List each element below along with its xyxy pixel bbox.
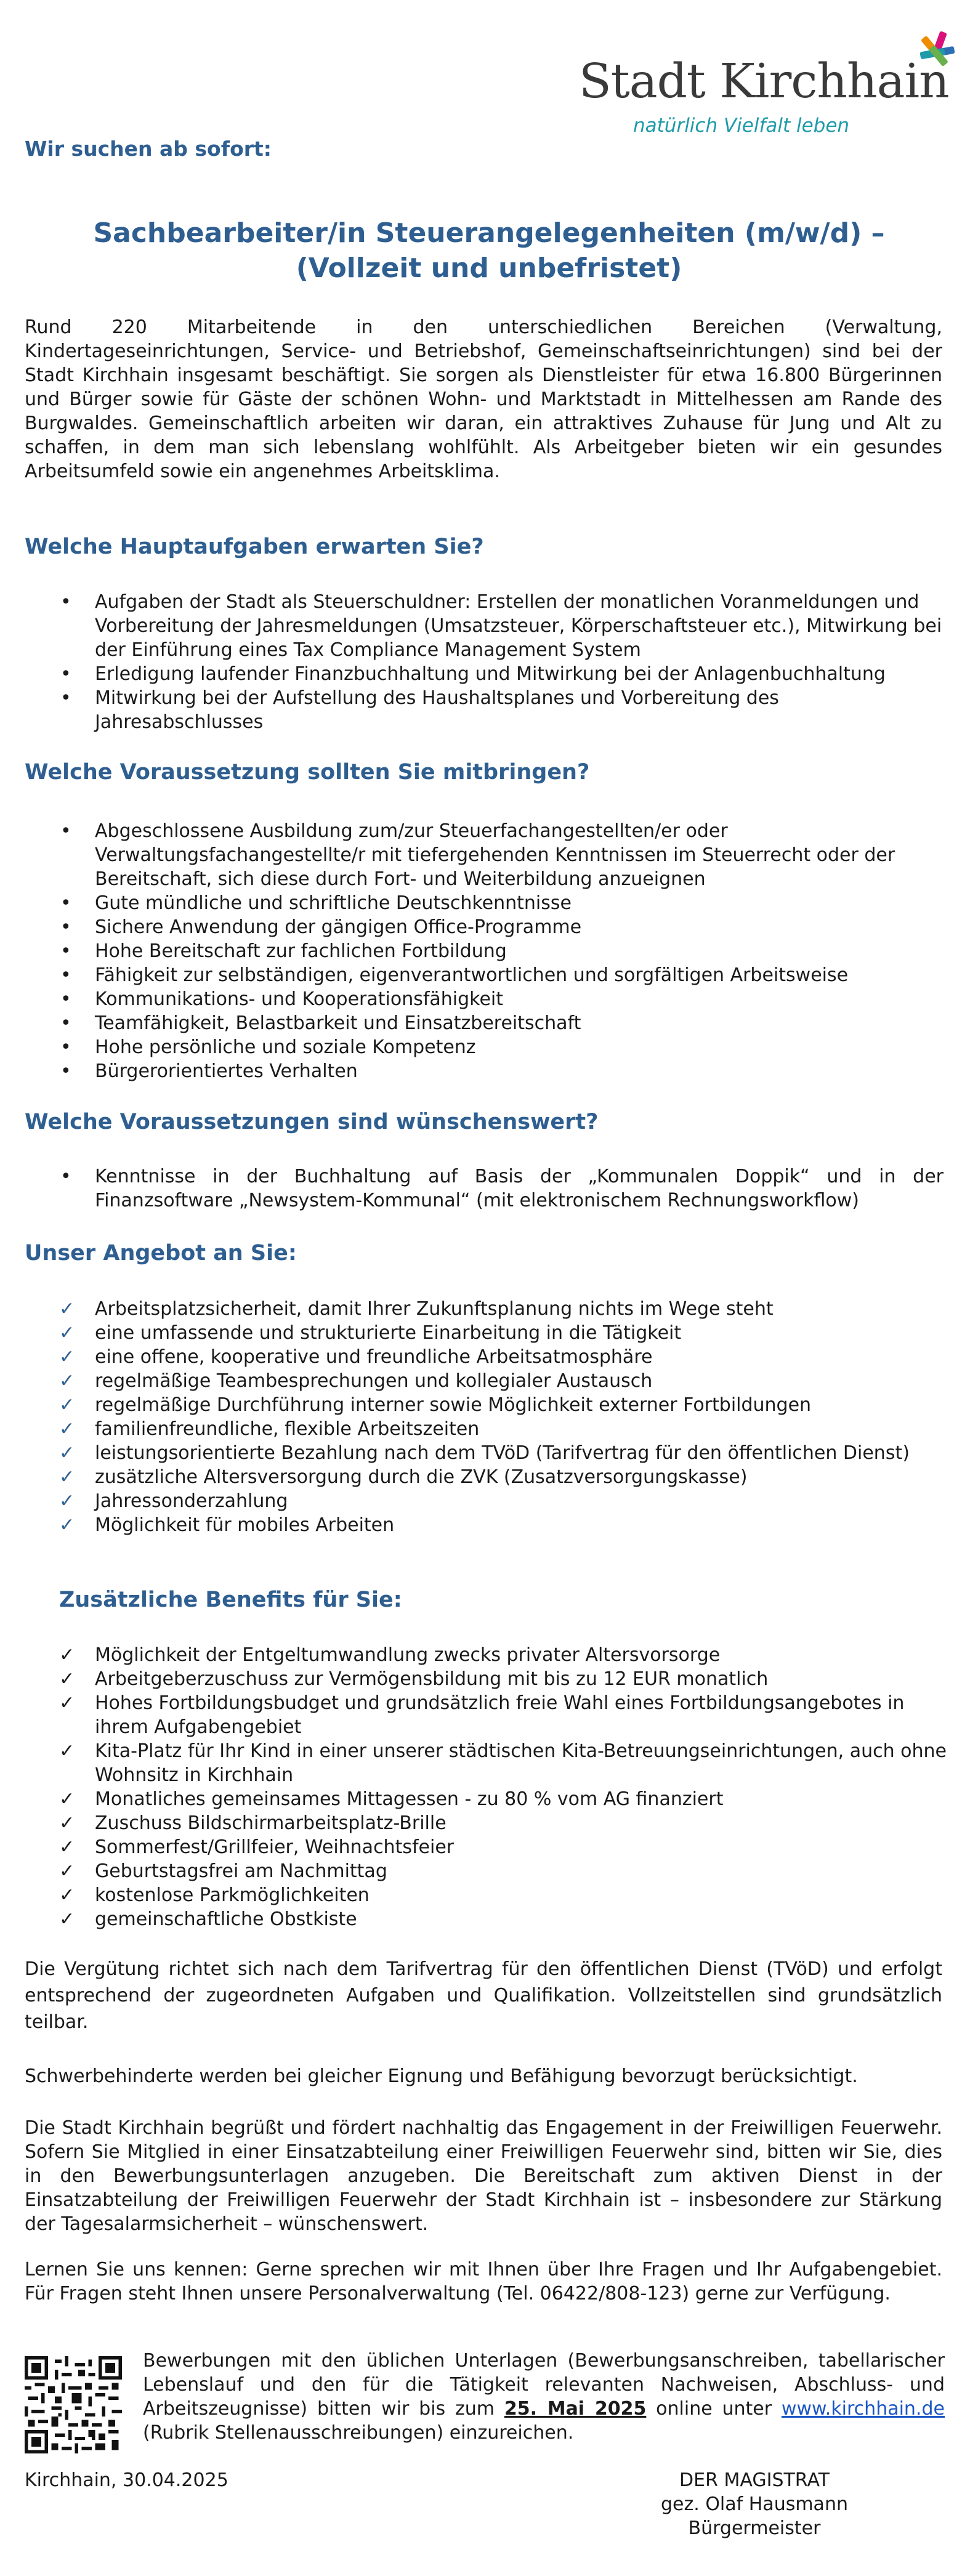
list-item: • Hohe Bereitschaft zur fachlichen Fortbildung [60, 940, 507, 962]
check-icon: ✓ [59, 1692, 75, 1714]
bullet-icon: • [60, 663, 71, 685]
list-item: ✓ Möglichkeit der Entgeltumwandlung zwecks privater Altersvorsorge [59, 1644, 721, 1666]
signature-line-1: DER MAGISTRAT [679, 2469, 830, 2491]
list-item: ✓ Hohes Fortbildungsbudget und grundsätzlich freie Wahl eines Fortbildungsangebotes in ihrem Aufgabengebiet [59, 1692, 905, 1738]
qr-code-icon[interactable] [25, 2356, 122, 2453]
check-icon: ✓ [59, 1860, 75, 1882]
list-item: ✓ Möglichkeit für mobiles Arbeiten [59, 1514, 395, 1536]
list-item: • Abgeschlossene Ausbildung zum/zur Steuerfachangestellten/er oder Verwaltungsfachangestellte/r mit tiefergehenden Kenntnissen im Steuerrecht oder der Bereitschaft, sich diese durch Fort- und Weiterbildung anzueignen [60, 820, 895, 890]
bullet-icon: • [60, 591, 71, 613]
job-title-line-2: (Vollzeit und unbefristet) [296, 252, 682, 284]
signature-line-2: gez. Olaf Hausmann [661, 2493, 848, 2515]
bullet-icon: • [60, 940, 71, 962]
check-icon: ✓ [59, 1394, 75, 1416]
list-item: ✓ Arbeitgeberzuschuss zur Vermögensbildung mit bis zu 12 EUR monatlich [59, 1668, 769, 1690]
check-icon: ✓ [59, 1836, 75, 1858]
benefits-list [25, 1643, 948, 1931]
offer-heading: Unser Angebot an Sie: [25, 1241, 297, 1266]
signature-line-3: Bürgermeister [688, 2517, 821, 2539]
check-icon: ✓ [59, 1884, 75, 1906]
tasks-list [25, 590, 948, 734]
list-item: ✓ eine umfassende und strukturierte Einarbeitung in die Tätigkeit [59, 1322, 682, 1344]
check-icon: ✓ [59, 1788, 75, 1810]
list-item: ✓ regelmäßige Teambesprechungen und kollegialer Austausch [59, 1370, 653, 1392]
bullet-icon: • [60, 1036, 71, 1058]
place-date: Kirchhain, 30.04.2025 [25, 2469, 228, 2491]
bullet-icon: • [60, 988, 71, 1010]
check-icon: ✓ [59, 1490, 75, 1512]
list-item: ✓ Sommerfest/Grillfeier, Weihnachtsfeier [59, 1836, 455, 1858]
check-icon: ✓ [59, 1908, 75, 1930]
list-item: ✓ leistungsorientierte Bezahlung nach dem TVöD (Tarifvertrag für den öffentlichen Dienst) [59, 1442, 910, 1464]
check-icon: ✓ [59, 1740, 75, 1762]
list-item: ✓ Monatliches gemeinsames Mittagessen - zu 80 % vom AG finanziert [59, 1788, 724, 1810]
list-item: • Kenntnisse in der Buchhaltung auf Basis der „Kommunalen Doppik“ und in der Finanzsoftware „Newsystem-Kommunal“ (mit elektronischem Rechnungsworkflow) [60, 1166, 944, 1211]
requirements-heading: Welche Voraussetzung sollten Sie mitbringen? [25, 760, 590, 785]
bullet-icon: • [60, 687, 71, 709]
list-item: ✓ regelmäßige Durchführung interner sowie Möglichkeit externer Fortbildungen [59, 1394, 812, 1416]
bullet-icon: • [60, 1012, 71, 1034]
list-item: ✓ kostenlose Parkmöglichkeiten [59, 1884, 370, 1906]
list-item: ✓ Arbeitsplatzsicherheit, damit Ihrer Zukunftsplanung nichts im Wege steht [59, 1298, 774, 1320]
firebrigade-paragraph: Die Stadt Kirchhain begrüßt und fördert nachhaltig das Engagement in der Freiwilligen Feuerwehr. Sofern Sie Mitglied in einer Einsatzabteilung einer Freiwilligen Feuerwehr sind, bitten wir Sie, dies in den Bewerbungsunterlagen anzugeben. Die Bereitschaft zum aktiven Dienst in der Einsatzabteilung der Freiwilligen Feuerwehr der Stadt Kirchhain ist – insbesondere zur Stärkung der Tagesalarmsicherheit – wünschenswert. [25, 2117, 942, 2235]
check-icon: ✓ [59, 1418, 75, 1440]
deadline: 25. Mai 2025 [504, 2398, 647, 2420]
list-item: • Teamfähigkeit, Belastbarkeit und Einsatzbereitschaft [60, 1012, 581, 1034]
check-icon: ✓ [59, 1644, 75, 1666]
check-icon: ✓ [59, 1346, 75, 1368]
check-icon: ✓ [59, 1668, 75, 1690]
check-icon: ✓ [59, 1298, 75, 1320]
bullet-icon: • [60, 964, 71, 986]
list-item: ✓ Zuschuss Bildschirmarbeitsplatz-Brille [59, 1812, 447, 1834]
bullet-icon: • [60, 916, 71, 938]
website-link[interactable]: www.kirchhain.de [781, 2398, 945, 2420]
list-item: ✓ eine offene, kooperative und freundliche Arbeitsatmosphäre [59, 1346, 653, 1368]
desirable-list [25, 1165, 944, 1213]
apply-paragraph: Bewerbungen mit den üblichen Unterlagen (Bewerbungsanschreiben, tabellarischer Lebenslauf und den für die Tätigkeit relevanten Nachweisen, Abschluss- und Arbeitszeugnisse) bitten wir bis zum 25. Mai 2025 online unter www.kirchhain.de (Rubrik Stellenausschreibungen) einzureichen. [143, 2350, 945, 2444]
bullet-icon: • [60, 892, 71, 914]
list-item: • Hohe persönliche und soziale Kompetenz [60, 1036, 476, 1058]
check-icon: ✓ [59, 1812, 75, 1834]
bullet-icon: • [60, 1166, 71, 1187]
tasks-heading: Welche Hauptaufgaben erwarten Sie? [25, 535, 484, 559]
city-logo [579, 28, 961, 151]
logo-tagline: natürlich Vielfalt leben [633, 115, 850, 137]
list-item: • Aufgaben der Stadt als Steuerschuldner: Erstellen der monatlichen Voranmeldungen und Vorbereitung der Jahresmeldungen (Umsatzsteuer, Körperschaftsteuer etc.), Mitwirkung bei der Einführung eines Tax Compliance Management System [60, 591, 942, 661]
requirements-list [25, 819, 948, 1083]
check-icon: ✓ [59, 1322, 75, 1344]
contact-paragraph: Lernen Sie uns kennen: Gerne sprechen wir mit Ihnen über Ihre Fragen und Ihr Aufgabengebiet. Für Fragen steht Ihnen unsere Personalverwaltung (Tel. 06422/808-123) gerne zur Verfügung. [25, 2259, 942, 2304]
list-item: ✓ familienfreundliche, flexible Arbeitszeiten [59, 1418, 480, 1440]
list-item: • Gute mündliche und schriftliche Deutschkenntnisse [60, 892, 572, 914]
signature-block [647, 2468, 862, 2540]
logo-name: Stadt Kirchhain [579, 54, 949, 109]
job-title [25, 216, 953, 286]
list-item: ✓ Kita-Platz für Ihr Kind in einer unserer städtischen Kita-Betreuungseinrichtungen, auch ohne Wohnsitz in Kirchhain [59, 1740, 947, 1786]
kicker: Wir suchen ab sofort: [25, 137, 272, 161]
job-title-line-1: Sachbearbeiter/in Steuerangelegenheiten (m/w/d) – [93, 217, 885, 249]
list-item: • Erledigung laufender Finanzbuchhaltung und Mitwirkung bei der Anlagenbuchhaltung [60, 663, 886, 685]
list-item: • Mitwirkung bei der Aufstellung des Haushaltsplanes und Vorbereitung des Jahresabschlusses [60, 687, 779, 733]
pay-paragraph: Die Vergütung richtet sich nach dem Tarifvertrag für den öffentlichen Dienst (TVöD) und erfolgt entsprechend der zugeordneten Aufgaben und Qualifikation. Vollzeitstellen sind grundsätzlich teilbar. [25, 1958, 942, 2033]
list-item: ✓ zusätzliche Altersversorgung durch die ZVK (Zusatzversorgungskasse) [59, 1466, 748, 1488]
check-icon: ✓ [59, 1514, 75, 1536]
list-item: • Fähigkeit zur selbständigen, eigenverantwortlichen und sorgfältigen Arbeitsweise [60, 964, 849, 986]
offer-list [25, 1297, 948, 1537]
list-item: • Kommunikations- und Kooperationsfähigkeit [60, 988, 504, 1010]
disability-paragraph: Schwerbehinderte werden bei gleicher Eignung und Befähigung bevorzugt berücksichtigt. [25, 2065, 858, 2087]
list-item: ✓ Jahressonderzahlung [59, 1490, 288, 1512]
intro-paragraph: Rund 220 Mitarbeitende in den unterschiedlichen Bereichen (Verwaltung, Kindertageseinrichtungen, Service- und Betriebshof, Gemeinschaftseinrichtungen) sind bei der Stadt Kirchhain insgesamt beschäftigt. Sie sorgen als Dienstleister für etwa 16.800 Bürgerinnen und Bürger sowie für Gäste der schönen Wohn- und Marktstadt in Mittelhessen am Rande des Burgwaldes. Gemeinschaftlich arbeiten wir daran, ein attraktives Zuhause für Jung und Alt zu schaffen, in dem man sich lebenslang wohlfühlt. Als Arbeitgeber bieten wir ein gesundes Arbeitsumfeld sowie ein angenehmes Arbeitsklima. [25, 317, 942, 482]
desirable-heading: Welche Voraussetzungen sind wünschenswert? [25, 1110, 599, 1134]
bullet-icon: • [60, 820, 71, 842]
benefits-heading: Zusätzliche Benefits für Sie: [59, 1588, 402, 1612]
check-icon: ✓ [59, 1466, 75, 1488]
bullet-icon: • [60, 1060, 71, 1082]
list-item: ✓ gemeinschaftliche Obstkiste [59, 1908, 357, 1930]
check-icon: ✓ [59, 1442, 75, 1464]
check-icon: ✓ [59, 1370, 75, 1392]
list-item: • Bürgerorientiertes Verhalten [60, 1060, 358, 1082]
list-item: • Sichere Anwendung der gängigen Office-Programme [60, 916, 582, 938]
list-item: ✓ Geburtstagsfrei am Nachmittag [59, 1860, 387, 1882]
